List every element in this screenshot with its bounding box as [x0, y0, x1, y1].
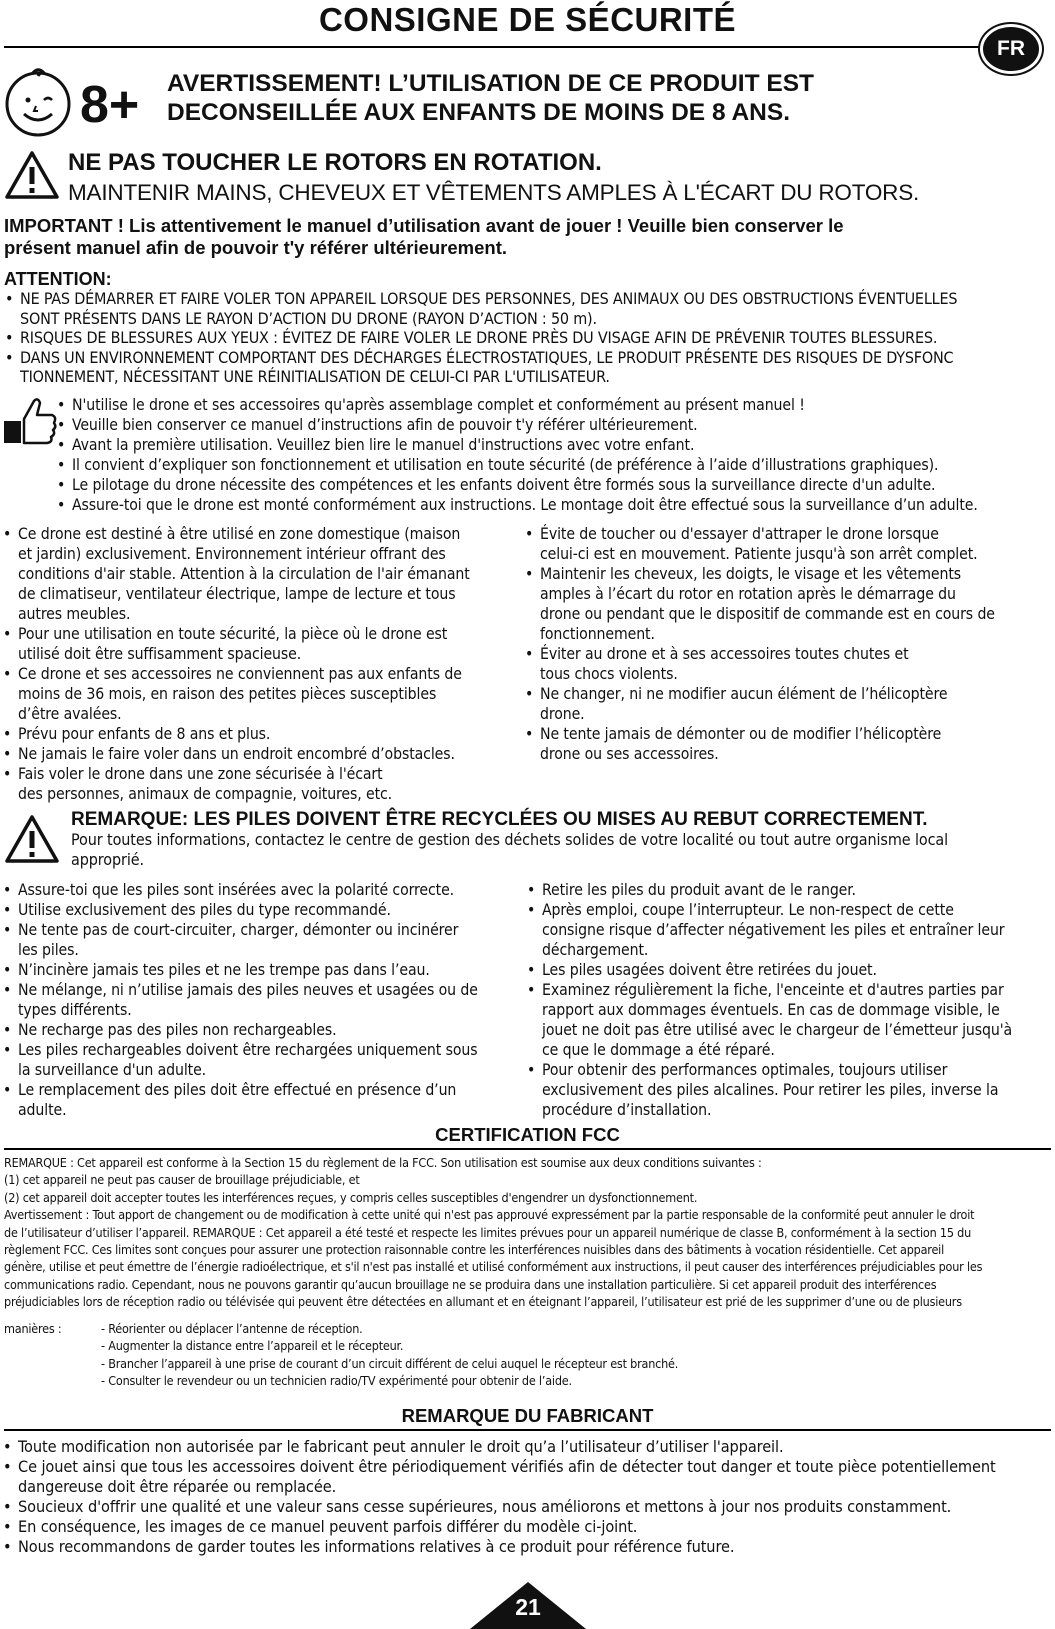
age-warning-line-2: DECONSEILLÉE AUX ENFANTS DE MOINS DE 8 ANS. [167, 99, 791, 126]
page-number: 21 [515, 1594, 541, 1620]
attention-heading: ATTENTION: [4, 269, 112, 289]
list-item: • N’incinère jamais tes piles et ne les trempe pas dans l’eau. [2, 960, 522, 980]
fcc-ways-list [101, 1320, 1051, 1390]
list-item: - Brancher l’appareil à une prise de courant d’un circuit différent de celui auquel le récepteur est branché. [101, 1355, 679, 1371]
list-item: • Le remplacement des piles doit être effectué en présence d’un adulte. [2, 1080, 522, 1120]
thumbs-up-icon [2, 395, 58, 447]
list-item: • Ce drone est destiné à être utilisé en zone domestique (maison et jardin) exclusivement. Environnement intérieur offrant des conditions d'air stable. Attention à la circulation de l'air émanant de climatiseur, ventilateur électrique, lampe de lecture et tous autres meubles. [2, 524, 522, 624]
tips-list [56, 395, 1051, 515]
important-line-2: présent manuel afin de pouvoir t'y référer ultérieurement. [4, 237, 508, 258]
battery-notice-line-2: approprié. [71, 850, 144, 869]
age-warning-line-1: AVERTISSEMENT! L’UTILISATION DE CE PRODUIT EST [167, 70, 815, 97]
list-item: • Après emploi, coupe l’interrupteur. Le non-respect de cette consigne risque d’affecter négativement les piles et entraîner leur déchargement. [526, 900, 1054, 960]
list-item: • Soucieux d'offrir une qualité et une valeur sans cesse supérieures, nous améliorons et mettons à jour nos produits constamment. [2, 1497, 1052, 1517]
list-item: • Ne recharge pas des piles non rechargeables. [2, 1020, 522, 1040]
battery-notice-heading: REMARQUE: LES PILES DOIVENT ÊTRE RECYCLÉES OU MISES AU REBUT CORRECTEMENT. [71, 809, 928, 830]
list-item: • Ne changer, ni ne modifier aucun élément de l’hélicoptère drone. [524, 684, 1052, 724]
age-label: 8+ [80, 76, 140, 134]
list-item: • Ne mélange, ni n’utilise jamais des piles neuves et usagées ou de types différents. [2, 980, 522, 1020]
list-item: • Nous recommandons de garder toutes les informations relatives à ce produit pour référence future. [2, 1537, 1052, 1557]
list-item: • Ne jamais le faire voler dans un endroit encombré d’obstacles. [2, 744, 522, 764]
list-item: • Les piles rechargeables doivent être rechargées uniquement sous la surveillance d'un adulte. [2, 1040, 522, 1080]
list-item: • Toute modification non autorisée par le fabricant peut annuler le droit qu’a l’utilisateur d’utiliser l'appareil. [2, 1437, 1052, 1457]
important-line-1: IMPORTANT ! Lis attentivement le manuel d’utilisation avant de jouer ! Veuille bien conserver le [4, 215, 844, 236]
list-item: • Pour obtenir des performances optimales, toujours utiliser exclusivement des piles alcalines. Pour retirer les piles, inverse la procédure d’installation. [526, 1060, 1054, 1120]
language-badge: FR [980, 24, 1042, 74]
rotor-warning-heading: NE PAS TOUCHER LE ROTORS EN ROTATION. [68, 149, 602, 176]
list-item: • En conséquence, les images de ce manuel peuvent parfois différer du modèle ci-joint. [2, 1517, 1052, 1537]
battery-notice-line-1: Pour toutes informations, contactez le centre de gestion des déchets solides de votre localité ou tout autre organisme local [71, 830, 949, 849]
rotor-warning-text: MAINTENIR MAINS, CHEVEUX ET VÊTEMENTS AMPLES À L'ÉCART DU ROTORS. [68, 180, 920, 205]
fcc-heading: CERTIFICATION FCC [435, 1124, 620, 1145]
list-item: - Augmenter la distance entre l’appareil et le récepteur. [101, 1338, 404, 1354]
list-item: • NE PAS DÉMARRER ET FAIRE VOLER TON APPAREIL LORSQUE DES PERSONNES, DES ANIMAUX OU DES OBSTRUCTIONS ÉVENTUELLES SONT PRÉSENTS DANS LE RAYON D’ACTION DU DRONE (RAYON D’ACTION : 50 m). [4, 289, 1044, 328]
list-item: • Assure-toi que les piles sont insérées avec la polarité correcte. [2, 880, 522, 900]
list-item: • Examinez régulièrement la fiche, l'enceinte et d'autres parties par rapport aux dommages éventuels. En cas de dommage visible, le jouet ne doit pas être utilisé avec le chargeur de l’émetteur jusqu'à ce que le dommage a été réparé. [526, 980, 1054, 1060]
list-item: - Réorienter ou déplacer l’antenne de réception. [101, 1321, 363, 1336]
fcc-ways-label: manières : [4, 1321, 62, 1336]
list-item: • Veuille bien conserver ce manuel d’instructions afin de pouvoir t'y référer ultérieurement. [56, 415, 1051, 435]
manufacturer-heading: REMARQUE DU FABRICANT [401, 1405, 654, 1426]
manufacturer-rule [4, 1429, 1051, 1431]
usage-left-list [2, 524, 522, 804]
list-item: • Ce jouet ainsi que tous les accessoires doivent être périodiquement vérifiés afin de détecter tout danger et toute pièce potentiellement dangereuse doit être réparée ou remplacée. [2, 1457, 1052, 1497]
list-item: • Le pilotage du drone nécessite des compétences et les enfants doivent être formés sous la surveillance directe d'un adulte. [56, 475, 1051, 495]
fcc-rule [4, 1148, 1051, 1150]
fcc-text: REMARQUE : Cet appareil est conforme à la Section 15 du règlement de la FCC. Son utilisation est soumise aux deux conditions suivantes : (1) cet appareil ne peut pas causer de brouillage préjudiciable, et (2) cet appareil doit accepter toutes les interférences reçues, y compris celles susceptibles d'engendrer un dysfonctionnement. Avertissement : Tout apport de changement ou de modification à cette unité qui n'est pas approuvé expressément par la partie responsable de la conformité peut annuler le droit de l’utilisateur d’utiliser l’appareil. REMARQUE : Cet appareil a été testé et respecte les limites prévues pour un appareil numérique de classe B, conformément à la section 15 du règlement FCC. Ces limites sont conçues pour assurer une protection raisonnable contre les interférences nuisibles dans des bâtiments à vocation résidentielle. Cet appareil génère, utilise et peut émettre de l’énergie radioélectrique, et s'il n'est pas installé et utilisé conformément aux instructions, il peut causer des interférences préjudiciables pour les communications radio. Cependant, nous ne pouvons garantir qu’aucun brouillage ne se produira dans une installation particulière. Si cet appareil produit des interférences préjudiciables lors de réception radio ou télévisée qui peuvent être détectées en allumant et en éteignant l’appareil, l’utilisateur est prié de les supprimer d’une ou de plusieurs [4, 1155, 983, 1310]
page-title: CONSIGNE DE SÉCURITÉ [318, 1, 737, 38]
list-item: • Évite de toucher ou d'essayer d'attraper le drone lorsque celui-ci est en mouvement. Patiente jusqu'à son arrêt complet. [524, 524, 1052, 564]
list-item: • Fais voler le drone dans une zone sécurisée à l'écart des personnes, animaux de compagnie, voitures, etc. [2, 764, 522, 804]
child-face-icon [2, 66, 74, 138]
list-item: • Maintenir les cheveux, les doigts, le visage et les vêtements amples à l’écart du rotor en rotation après le démarrage du drone ou pendant que le dispositif de commande est en cours de fonctionnement. [524, 564, 1052, 644]
list-item: • Retire les piles du produit avant de le ranger. [526, 880, 1054, 900]
usage-right-list [524, 524, 1052, 764]
list-item: • DANS UN ENVIRONNEMENT COMPORTANT DES DÉCHARGES ÉLECTROSTATIQUES, LE PRODUIT PRÉSENTE DES RISQUES DE DYSFONC TIONNEMENT, NÉCESSITANT UNE RÉINITIALISATION DE CELUI-CI PAR L'UTILISATEUR. [4, 348, 1044, 387]
list-item: • Prévu pour enfants de 8 ans et plus. [2, 724, 522, 744]
list-item: • Avant la première utilisation. Veuillez bien lire le manuel d'instructions avec votre enfant. [56, 435, 1051, 455]
list-item: • Ne tente jamais de démonter ou de modifier l’hélicoptère drone ou ses accessoires. [524, 724, 1052, 764]
list-item: • Ne tente pas de court-circuiter, charger, démonter ou incinérer les piles. [2, 920, 522, 960]
title-rule [4, 46, 984, 48]
list-item: • Pour une utilisation en toute sécurité, la pièce où le drone est utilisé doit être suffisamment spacieuse. [2, 624, 522, 664]
list-item: • Assure-toi que le drone est monté conformément aux instructions. Le montage doit être effectué sous la surveillance d’un adulte. [56, 495, 1051, 515]
list-item: • Il convient d’expliquer son fonctionnement et utilisation en toute sécurité (de préférence à l’aide d’illustrations graphiques). [56, 455, 1051, 475]
list-item: - Consulter le revendeur ou un technicien radio/TV expérimenté pour obtenir de l’aide. [101, 1373, 572, 1389]
list-item: • Éviter au drone et à ses accessoires toutes chutes et tous chocs violents. [524, 644, 1052, 684]
warning-triangle-icon [4, 150, 60, 200]
list-item: • Ce drone et ses accessoires ne conviennent pas aux enfants de moins de 36 mois, en raison des petites pièces susceptibles d’être avalées. [2, 664, 522, 724]
manufacturer-list [2, 1437, 1052, 1557]
list-item: • Les piles usagées doivent être retirées du jouet. [526, 960, 1054, 980]
battery-right-list [526, 880, 1054, 1120]
battery-left-list [2, 880, 522, 1120]
list-item: • Utilise exclusivement des piles du type recommandé. [2, 900, 522, 920]
list-item: • RISQUES DE BLESSURES AUX YEUX : ÉVITEZ DE FAIRE VOLER LE DRONE PRÈS DU VISAGE AFIN DE PRÉVENIR TOUTES BLESSURES. [4, 328, 1044, 348]
list-item: • N'utilise le drone et ses accessoires qu'après assemblage complet et conformément au présent manuel ! [56, 395, 1051, 415]
attention-list [4, 289, 1044, 387]
warning-triangle-icon [4, 814, 60, 864]
